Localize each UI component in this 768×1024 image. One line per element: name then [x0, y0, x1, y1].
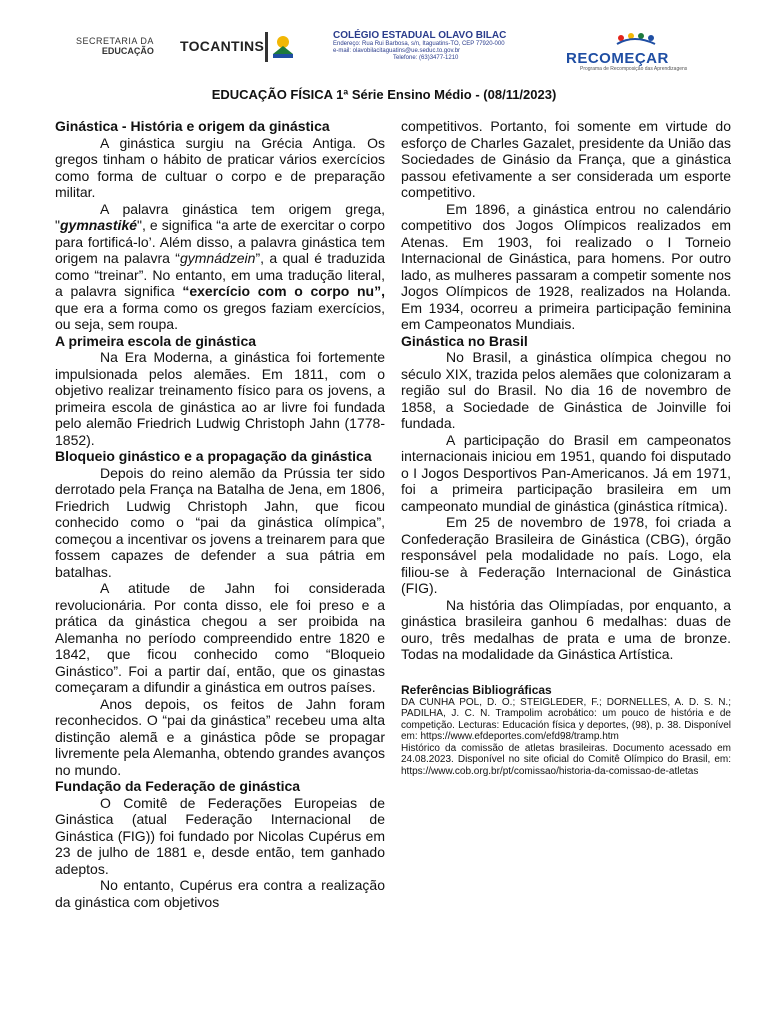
secretaria-line1: SECRETARIA DA: [76, 36, 154, 46]
recomecar-subtitle: Programa de Recomposição das Aprendizagens: [580, 66, 688, 72]
text-span: A palavra ginástica tem origem grega, ": [55, 200, 385, 233]
paragraph: [55, 201, 385, 333]
paragraph: A participação do Brasil em campeonatos internacionais iniciou em 1951, quando foi disputado o I Jogos Desportivos Pan-Americanos. Já em 1971, foi a primeira participação brasileira em um campeonato mundial de ginástica (ginástica rítmica).: [401, 431, 731, 514]
section-heading: Ginástica no Brasil: [401, 332, 528, 349]
secretaria-line2: EDUCAÇÃO: [101, 46, 154, 56]
paragraph: No entanto, Cupérus era contra a realização da ginástica com objetivos: [55, 877, 385, 910]
paragraph: No Brasil, a ginástica olímpica chegou no século XIX, trazida pelos alemães que colonizaram a região sul do Brasil. No dia 16 de novembro de 1858, a Sociedade de Ginástica de Joinville foi fundada.: [401, 349, 731, 431]
italic-term: gymnastiké: [59, 217, 138, 233]
school-address: Endereço: Rua Rui Barbosa, s/n, Itaguatins-TO, CEP 77920-000: [333, 41, 505, 47]
school-email: e-mail: olavobilacitaguatins@ue.seduc.to.gov.br: [333, 48, 461, 54]
references: [401, 683, 731, 778]
section-heading: Fundação da Federação de ginástica: [55, 778, 301, 794]
tocantins-logo: TOCANTINS: [180, 38, 265, 54]
document-header: [0, 0, 768, 80]
paragraph: Em 1896, a ginástica entrou no calendário competitivo dos Jogos Olímpicos realizados em Atenas. Em 1903, foi realizado o I Torneio Internacional de Ginástica, para homens. Por outro lado, as mulheres passaram a competir somente nos Jogos Olímpicos de 1928, realizados na Holanda. Em 1934, ocorreu a primeira participação feminina em Campeonatos Mundiais.: [401, 200, 731, 332]
right-column: [401, 118, 731, 777]
tocantins-emblem-icon: [265, 32, 295, 62]
text-span: ", e significa “a arte de exercitar o corpo para fortificá-lo’. Além disso, a palavra ginástica tem origem na palavra “: [55, 217, 385, 266]
reference-item: DA CUNHA POL, D. O.; STEIGLEDER, F.; DORNELLES, A. D. S. N.; PADILHA, J. C. N. Trampolim acrobático: um pouco de história e de competição. Lecturas: Educación física y deportes, (98), p. 38. Disponível em: https://www.efdeportes.com/efd98/tramp.htm: [401, 696, 731, 742]
recomecar-wordmark: RECOMEÇAR: [566, 50, 669, 67]
reference-item: Histórico da comissão de atletas brasileiras. Documento acessado em 24.08.2023. Disponível no site oficial do Comitê Olímpico do Brasil, em: https://www.cob.org.br/pt/comissao/historia-da-comissao-de-atletas: [401, 742, 731, 777]
paragraph: O Comitê de Federações Europeias de Ginástica (atual Federação Internacional de Ginástica (FIG)) foi fundado por Nicolas Cupérus em 23 de julho de 1881 e, desde então, tem ganhado adeptos.: [55, 794, 385, 877]
paragraph: A ginástica surgiu na Grécia Antiga. Os gregos tinham o hábito de praticar vários exercícios como forma de cultuar o corpo e de preparação militar.: [55, 134, 385, 200]
paragraph: Na Era Moderna, a ginástica foi fortemente impulsionada pelos alemães. Em 1811, com o objetivo realizar treinamento físico para os jovens, a primeira escola de ginástica ao ar livre foi fundada pelo alemão Friedrich Ludwig Christoph Jahn (1778-1852).: [55, 349, 385, 448]
paragraph: Em 25 de novembro de 1978, foi criada a Confederação Brasileira de Ginástica (CBG), órgão responsável pela modalidade no país. Logo, ela filiou-se à Federação Internacional de Ginástica (FIG).: [401, 514, 731, 596]
paragraph: Na história das Olimpíadas, por enquanto, a ginástica brasileira ganhou 6 medalhas: duas de ouro, três medalhas de prata e uma de bronze. Todas na modalidade da Ginástica Artística.: [401, 596, 731, 662]
text-span: ”, a qual é traduzida como “treinar”. No entanto, em uma tradução literal, a palavra significa: [55, 250, 385, 299]
italic-term: gymnádzein: [179, 250, 256, 266]
paragraph: Anos depois, os feitos de Jahn foram reconhecidos. O “pai da ginástica” recebeu uma alta distinção alemã e a ginástica pôde se propagar livremente pela Alemanha, obtendo grandes avanços no mundo.: [55, 695, 385, 778]
section-heading: A primeira escola de ginástica: [55, 332, 257, 349]
section-heading: Bloqueio ginástico e a propagação da ginástica: [55, 448, 372, 464]
left-column: [55, 118, 385, 910]
text-span: que era a forma como os gregos faziam exercícios, ou seja, sem roupa.: [55, 299, 385, 332]
section-heading: Ginástica - História e origem da ginástica: [55, 118, 330, 134]
references-title: Referências Bibliográficas: [401, 682, 552, 697]
paragraph: A atitude de Jahn foi considerada revolucionária. Por conta disso, ele foi preso e a prática da ginástica chegou a ser proibida na Alemanha no período compreendido entre 1820 e 1842, que ficou conhecido como “Bloqueio Ginástico”. Foi a partir daí, então, que os ginastas começaram a difundir a ginástica em outros países.: [55, 580, 385, 695]
school-name: COLÉGIO ESTADUAL OLAVO BILAC: [333, 30, 507, 41]
school-info: [333, 30, 506, 62]
bold-term: “exercício com o corpo nu”,: [182, 283, 386, 299]
school-phone: Telefone: (63)3477-1210: [393, 55, 459, 61]
paragraph: Depois do reino alemão da Prússia ter sido derrotado pela França na Batalha de Jena, em 1806, Friedrich Ludwig Christoph Jahn, que ficou conhecido como o “pai da ginástica olímpica”, começou a incentivar os jovens a treinarem para que fossem capazes de defender a sua pátria em batalhas.: [55, 464, 385, 580]
secretaria-logo: [76, 36, 154, 56]
paragraph: competitivos. Portanto, foi somente em virtude do esforço de Charles Gazalet, presidente da União das Sociedades de Ginásio da França, que a ginástica passou efetivamente a ser considerada um esporte competitivo.: [401, 118, 731, 200]
page-title: EDUCAÇÃO FÍSICA 1ª Série Ensino Médio - (08/11/2023): [211, 87, 557, 102]
